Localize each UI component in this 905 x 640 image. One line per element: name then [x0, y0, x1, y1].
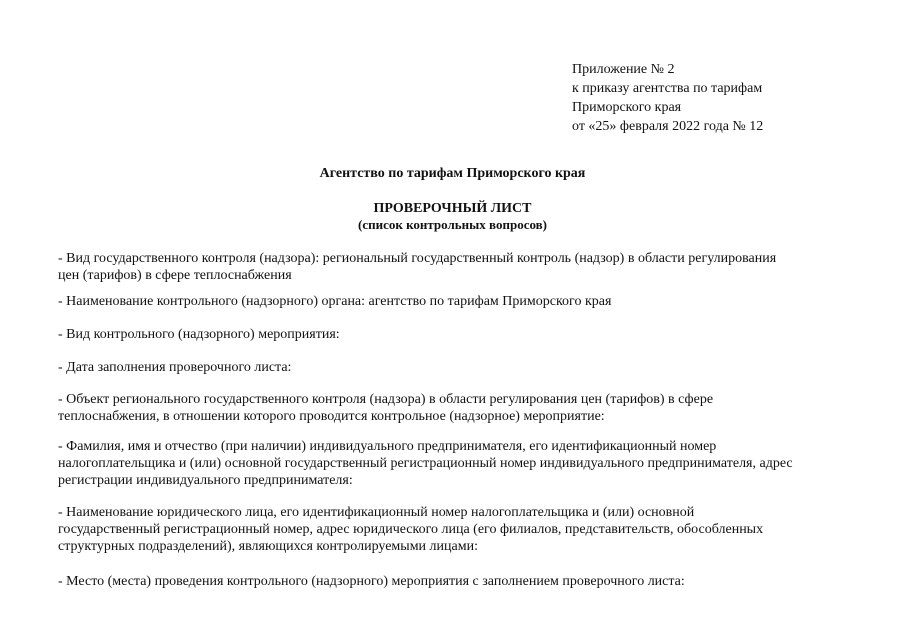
item-text-line: цен (тарифов) в сфере теплоснабжения [58, 268, 292, 283]
item-text-line: - Вид государственного контроля (надзора): региональный государственный контроль (надзор) в области регулирования [58, 251, 777, 266]
list-item [58, 250, 858, 284]
appendix-header [572, 60, 763, 136]
item-text-line: - Наименование юридического лица, его идентификационный номер налогоплательщика и (или) основной [58, 505, 695, 520]
document-title: ПРОВЕРОЧНЫЙ ЛИСТ [373, 201, 532, 216]
appendix-date-line: от «25» февраля 2022 года № 12 [572, 119, 764, 134]
list-item [58, 359, 858, 376]
document-subtitle: (список контрольных вопросов) [357, 217, 547, 232]
appendix-region-line: Приморского края [572, 100, 682, 115]
list-item [58, 326, 858, 343]
item-text-line: - Объект регионального государственного контроля (надзора) в области регулирования цен (тарифов) в сфере [58, 392, 714, 407]
list-item [58, 293, 858, 310]
list-item [58, 573, 858, 590]
agency-name: Агентство по тарифам Приморского края [319, 166, 586, 181]
item-text-line: государственный регистрационный номер, адрес юридического лица (его филиалов, представительств, обособленных [58, 522, 764, 537]
list-item [58, 391, 858, 425]
item-text-line: теплоснабжения, в отношении которого проводится контрольное (надзорное) мероприятие: [58, 409, 605, 424]
list-item [58, 504, 858, 555]
item-text-line: налогоплательщика и (или) основной государственный регистрационный номер индивидуального предпринимателя, адрес [58, 456, 793, 471]
item-text-line: - Наименование контрольного (надзорного) органа: агентство по тарифам Приморского края [58, 294, 612, 309]
item-text-line: - Фамилия, имя и отчество (при наличии) индивидуального предпринимателя, его идентификационный номер [58, 439, 717, 454]
appendix-order-line: к приказу агентства по тарифам [572, 81, 763, 96]
item-text-line: - Дата заполнения проверочного листа: [58, 360, 292, 375]
appendix-number: Приложение № 2 [572, 62, 675, 77]
item-text-line: регистрации индивидуального предпринимателя: [58, 473, 353, 488]
item-text-line: - Место (места) проведения контрольного (надзорного) мероприятия с заполнением проверочного листа: [58, 574, 685, 589]
item-text-line: - Вид контрольного (надзорного) мероприятия: [58, 327, 340, 342]
list-item [58, 438, 858, 489]
item-text-line: структурных подразделений), являющихся контролируемыми лицами: [58, 539, 478, 554]
